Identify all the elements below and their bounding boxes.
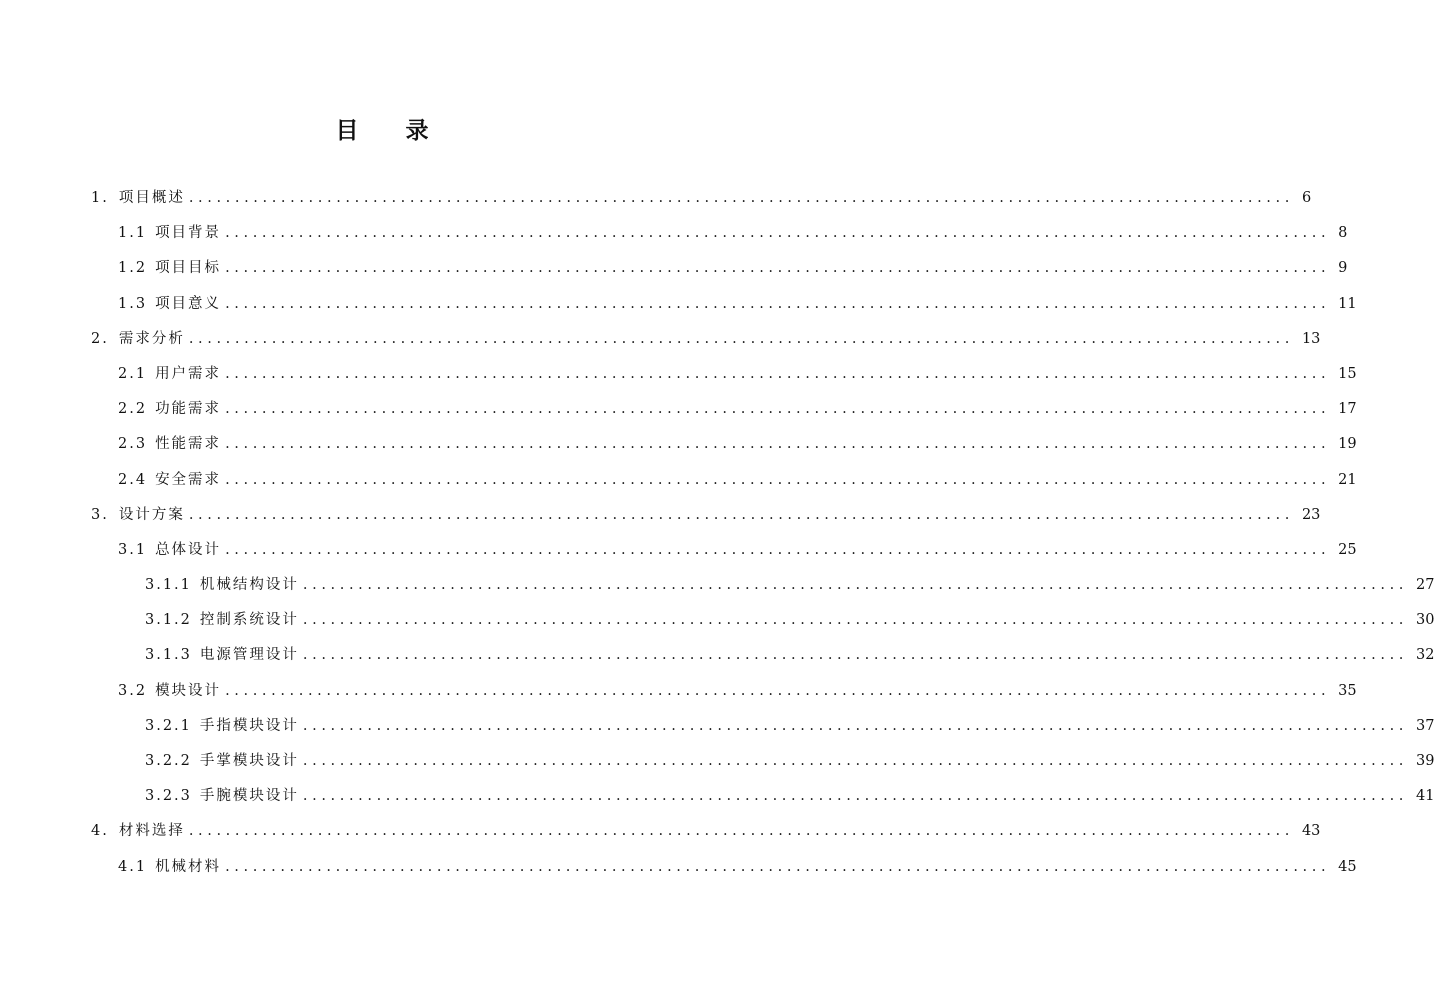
- toc-dot-leader: ........................................................................................................................: [302, 612, 1409, 629]
- toc-entry-number: 3.1: [118, 541, 148, 558]
- toc-entry-label: 手掌模块设计: [199, 753, 299, 769]
- toc-entry-number: 2.2: [118, 401, 148, 418]
- toc-entry-number: 2.: [91, 330, 109, 347]
- toc-dot-leader: ........................................................................................................................: [225, 682, 1331, 699]
- toc-entry-label: 需求分析: [118, 330, 185, 347]
- toc-dot-leader: ........................................................................................................................: [302, 647, 1409, 664]
- toc-entry-label: 设计方案: [118, 506, 185, 523]
- toc-entry-page-number: 32: [1416, 647, 1434, 664]
- toc-dot-leader: ........................................................................................................................: [225, 471, 1331, 488]
- toc-entry-label: 功能需求: [155, 401, 222, 418]
- toc-dot-leader: ........................................................................................................................: [225, 401, 1331, 418]
- toc-entry-page-number: 43: [1301, 823, 1321, 840]
- table-of-contents: [0, 186, 1434, 890]
- toc-dot-leader: ........................................................................................................................: [302, 577, 1409, 594]
- toc-entry-label: 项目意义: [155, 295, 222, 312]
- toc-entry-number: 3.1.1: [145, 577, 192, 594]
- toc-entry-page-number: 39: [1416, 753, 1434, 769]
- toc-dot-leader: ........................................................................................................................: [225, 436, 1331, 453]
- toc-entry-page-number: 41: [1416, 788, 1434, 805]
- toc-entry-label: 性能需求: [155, 436, 222, 453]
- toc-dot-leader: ........................................................................................................................: [188, 330, 1294, 347]
- toc-entry-number: 3.1.3: [145, 647, 192, 664]
- toc-dot-leader: ........................................................................................................................: [188, 506, 1294, 523]
- toc-entry-label: 项目背景: [155, 225, 222, 242]
- toc-entry[interactable]: [0, 327, 1321, 362]
- toc-entry-page-number: 15: [1338, 365, 1357, 382]
- toc-entry-number: 3.2.1: [145, 717, 192, 734]
- toc-entry-page-number: 17: [1338, 401, 1357, 418]
- toc-entry-number: 1.: [91, 190, 109, 206]
- toc-entry[interactable]: [0, 749, 1434, 784]
- page-title: [0, 112, 765, 145]
- toc-entry[interactable]: [0, 256, 1348, 291]
- toc-entry[interactable]: [0, 432, 1357, 467]
- toc-entry-page-number: 11: [1338, 295, 1357, 312]
- toc-entry-page-number: 19: [1338, 436, 1357, 453]
- toc-entry-label: 用户需求: [155, 365, 222, 382]
- page-title-part1: 目: [335, 118, 360, 144]
- toc-entry-number: 1.2: [118, 260, 148, 277]
- toc-entry[interactable]: [0, 784, 1434, 819]
- toc-entry-number: 3.2.2: [145, 753, 192, 769]
- toc-entry-label: 机械材料: [155, 858, 222, 875]
- toc-dot-leader: ........................................................................................................................: [302, 753, 1409, 769]
- toc-entry[interactable]: [0, 397, 1357, 432]
- toc-dot-leader: ........................................................................................................................: [225, 541, 1331, 558]
- toc-entry-number: 3.2.3: [145, 788, 192, 805]
- toc-entry-page-number: 21: [1338, 471, 1357, 488]
- toc-entry-number: 2.4: [118, 471, 148, 488]
- toc-entry-label: 电源管理设计: [199, 647, 299, 664]
- toc-dot-leader: ........................................................................................................................: [302, 717, 1409, 734]
- toc-entry-label: 机械结构设计: [199, 577, 299, 594]
- toc-entry-page-number: 13: [1301, 330, 1321, 347]
- toc-entry-page-number: 25: [1338, 541, 1357, 558]
- toc-entry-page-number: 30: [1416, 612, 1434, 629]
- toc-entry-number: 4.: [91, 823, 109, 840]
- toc-entry[interactable]: [0, 573, 1434, 608]
- toc-entry-page-number: 23: [1301, 506, 1321, 523]
- toc-dot-leader: ........................................................................................................................: [302, 788, 1409, 805]
- toc-entry-number: 3.2: [118, 682, 148, 699]
- toc-entry[interactable]: [0, 292, 1357, 327]
- toc-entry-label: 手腕模块设计: [199, 788, 299, 805]
- toc-entry[interactable]: [0, 468, 1357, 503]
- toc-entry-page-number: 45: [1338, 858, 1357, 875]
- toc-entry-page-number: 8: [1338, 225, 1348, 242]
- toc-entry-label: 总体设计: [155, 541, 222, 558]
- toc-dot-leader: ........................................................................................................................: [225, 295, 1331, 312]
- toc-dot-leader: ........................................................................................................................: [225, 858, 1331, 875]
- toc-entry-number: 2.1: [118, 365, 148, 382]
- toc-entry-page-number: 35: [1338, 682, 1357, 699]
- toc-entry-label: 项目概述: [118, 190, 185, 206]
- toc-entry[interactable]: [0, 714, 1434, 749]
- toc-entry[interactable]: [0, 608, 1434, 643]
- toc-entry[interactable]: [0, 186, 1312, 221]
- toc-entry-page-number: 37: [1416, 717, 1434, 734]
- toc-dot-leader: ........................................................................................................................: [188, 823, 1294, 840]
- toc-entry-label: 控制系统设计: [199, 612, 299, 629]
- toc-entry[interactable]: [0, 503, 1321, 538]
- toc-entry-label: 项目目标: [155, 260, 222, 277]
- toc-entry-label: 手指模块设计: [199, 717, 299, 734]
- toc-entry-number: 4.1: [118, 858, 148, 875]
- toc-entry[interactable]: [0, 679, 1357, 714]
- toc-entry-label: 模块设计: [155, 682, 222, 699]
- toc-entry-number: 3.1.2: [145, 612, 192, 629]
- toc-dot-leader: ........................................................................................................................: [225, 365, 1331, 382]
- toc-entry[interactable]: [0, 855, 1357, 890]
- toc-entry[interactable]: [0, 362, 1357, 397]
- toc-entry[interactable]: [0, 221, 1348, 256]
- toc-entry-page-number: 9: [1338, 260, 1348, 277]
- toc-entry-number: 1.1: [118, 225, 148, 242]
- toc-entry[interactable]: [0, 643, 1434, 678]
- page-title-part2: 录: [405, 118, 430, 144]
- toc-entry[interactable]: [0, 819, 1321, 854]
- toc-entry[interactable]: [0, 538, 1357, 573]
- toc-entry-page-number: 27: [1416, 577, 1434, 594]
- toc-dot-leader: ........................................................................................................................: [188, 190, 1294, 206]
- toc-dot-leader: ........................................................................................................................: [225, 260, 1331, 277]
- toc-entry-label: 材料选择: [118, 823, 185, 840]
- toc-entry-page-number: 6: [1301, 190, 1312, 206]
- toc-entry-label: 安全需求: [155, 471, 222, 488]
- toc-entry-number: 3.: [91, 506, 109, 523]
- toc-entry-number: 1.3: [118, 295, 148, 312]
- toc-dot-leader: ........................................................................................................................: [225, 225, 1331, 242]
- toc-entry-number: 2.3: [118, 436, 148, 453]
